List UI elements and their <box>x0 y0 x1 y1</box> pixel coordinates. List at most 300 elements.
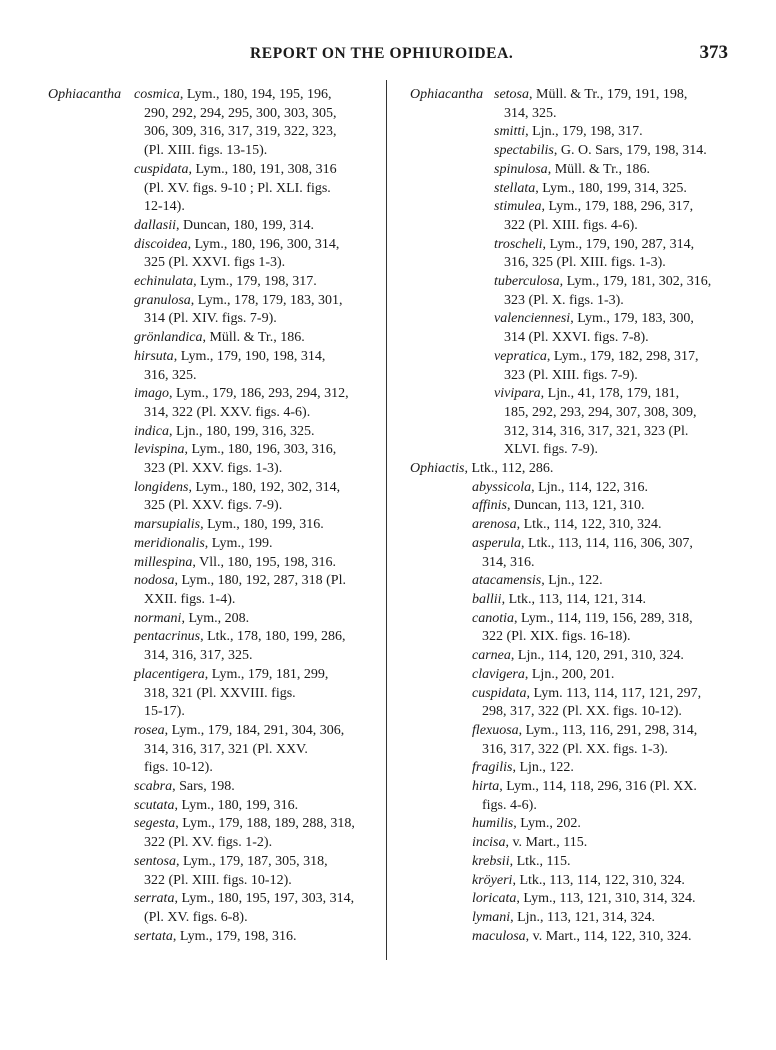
entry-citation: , Lym., 179, 190, 198, 314, <box>173 348 326 364</box>
entry-continuation-line <box>410 554 728 573</box>
entry-first-line <box>410 572 728 591</box>
entry-first-line <box>410 310 728 329</box>
index-entry <box>410 142 728 161</box>
species-name: troscheli <box>494 236 543 252</box>
entry-continuation-line <box>410 797 728 816</box>
species-name: cuspidata <box>472 685 527 701</box>
entry-citation: , Ljn., 114, 120, 291, 310, 324. <box>510 648 684 664</box>
entry-continuation-line <box>410 105 728 124</box>
entry-continuation-line <box>48 404 370 423</box>
entry-citation: , Lym., 180, 194, 195, 196, <box>179 87 332 102</box>
entry-continuation-line <box>48 180 370 199</box>
entry-continuation-line <box>48 872 370 891</box>
species-name: krebsii <box>472 853 510 869</box>
species-name: abyssicola <box>472 479 532 495</box>
species-name: marsupialis <box>134 517 201 533</box>
species-name: incisa <box>472 835 506 851</box>
index-entry <box>48 292 370 329</box>
species-name: lymani <box>472 909 511 925</box>
entry-citation: , Lym., 179, 198, 317. <box>193 274 317 290</box>
species-name: stimulea <box>494 199 542 215</box>
entry-first-line <box>48 610 370 629</box>
entry-citation: , Ltk., 113, 114, 122, 310, 324. <box>512 872 685 888</box>
species-name: stellata <box>494 180 536 196</box>
species-name: setosa <box>494 87 529 102</box>
species-name: sertata <box>134 928 173 944</box>
species-name: millespina <box>134 554 193 570</box>
species-name: tuberculosa <box>494 274 560 290</box>
index-entry <box>410 348 728 385</box>
entry-first-line <box>48 423 370 442</box>
entry-first-line <box>48 554 370 573</box>
entry-first-line <box>410 722 728 741</box>
entry-citation: , Ltk., 113, 114, 121, 314. <box>501 591 646 607</box>
entry-citation: , Lym., 199. <box>204 535 273 551</box>
species-name: clavigera <box>472 666 525 682</box>
index-entry <box>410 86 728 123</box>
species-name: cuspidata <box>134 161 189 177</box>
entry-citation: , Ljn., 180, 199, 316, 325. <box>169 423 315 439</box>
species-name: nodosa <box>134 573 175 589</box>
entry-citation: , Lym., 208. <box>181 610 250 626</box>
species-name: hirsuta <box>134 348 174 364</box>
entry-citation: 325 (Pl. XXVI. figs 1-3). <box>144 255 286 271</box>
species-name: canotia <box>472 610 514 626</box>
entry-first-line <box>48 628 370 647</box>
entry-citation: , Ljn., 122. <box>512 760 574 776</box>
entry-citation: 316, 325 (Pl. XIII. figs. 1-3). <box>504 255 666 271</box>
entry-citation: 323 (Pl. XIII. figs. 7-9). <box>504 367 638 383</box>
entry-continuation-line <box>48 759 370 778</box>
entry-first-line <box>48 890 370 909</box>
index-entry <box>410 909 728 928</box>
entry-first-line <box>48 236 370 255</box>
index-entry <box>410 666 728 685</box>
entry-continuation-line <box>410 628 728 647</box>
species-name: hirta <box>472 779 500 795</box>
entry-citation: , Lym., 179, 184, 291, 304, 306, <box>164 722 345 738</box>
index-entry <box>48 385 370 422</box>
entry-first-line <box>410 348 728 367</box>
entry-citation: , Sars, 198. <box>172 779 235 795</box>
entry-continuation-line <box>410 254 728 273</box>
entry-continuation-line <box>410 217 728 236</box>
index-entry <box>410 236 728 273</box>
column-divider <box>386 80 387 960</box>
entry-first-line <box>410 385 728 404</box>
species-name: placentigera <box>134 666 205 682</box>
entry-citation: , Lym., 179, 181, 302, 316, <box>559 274 712 290</box>
species-name: humilis <box>472 816 514 832</box>
entry-continuation-line <box>48 310 370 329</box>
entry-first-line <box>410 198 728 217</box>
page-number: 373 <box>699 42 728 63</box>
index-entry <box>48 348 370 385</box>
species-name: scutata <box>134 797 175 813</box>
entry-continuation-line <box>410 367 728 386</box>
index-entry <box>48 722 370 778</box>
species-name: discoidea <box>134 236 188 252</box>
index-entry <box>48 890 370 927</box>
entry-citation: , Lym., 178, 179, 183, 301, <box>190 292 343 308</box>
index-entry <box>410 161 728 180</box>
entry-first-line <box>410 516 728 535</box>
entry-continuation-line <box>48 367 370 386</box>
entry-continuation-line <box>410 441 728 460</box>
entry-continuation-line <box>410 329 728 348</box>
entry-citation: , Lym., 179, 182, 298, 317, <box>546 348 699 364</box>
entry-citation: (Pl. XV. figs. 9-10 ; Pl. XLI. figs. <box>144 180 331 196</box>
entry-citation: figs. 4-6). <box>482 797 537 813</box>
entry-citation: , Müll. & Tr., 179, 191, 198, <box>529 87 688 102</box>
entry-first-line <box>410 535 728 554</box>
entry-first-line <box>410 778 728 797</box>
species-name: smitti <box>494 124 526 140</box>
species-name: loricata <box>472 891 517 907</box>
entry-citation: 314, 325. <box>504 105 557 121</box>
index-entry <box>48 797 370 816</box>
index-entry <box>410 123 728 142</box>
entry-citation: (Pl. XIII. figs. 13-15). <box>144 143 268 159</box>
entry-continuation-line <box>48 685 370 704</box>
entry-citation: , Lym., 180, 195, 197, 303, 314, <box>174 891 355 907</box>
species-name: spectabilis <box>494 143 554 159</box>
entry-citation: , Lym., 179, 198, 316. <box>172 928 297 944</box>
entry-first-line <box>410 610 728 629</box>
index-entry <box>410 834 728 853</box>
entry-first-line <box>48 535 370 554</box>
entry-citation: , Lym., 179, 187, 305, 318, <box>176 853 328 869</box>
index-entry <box>48 161 370 217</box>
species-name: sentosa <box>134 853 176 869</box>
entry-first-line <box>410 834 728 853</box>
entry-citation: , Lym., 180, 199, 316. <box>174 797 299 813</box>
entry-citation: 316, 317, 322 (Pl. XX. figs. 1-3). <box>482 741 668 757</box>
species-name: granulosa <box>134 292 191 308</box>
entry-first-line <box>410 497 728 516</box>
species-name: levispina <box>134 442 185 458</box>
entry-first-line <box>48 273 370 292</box>
entry-first-line <box>410 853 728 872</box>
index-entry <box>410 497 728 516</box>
entry-citation: 323 (Pl. X. figs. 1-3). <box>504 292 624 308</box>
species-name: carnea <box>472 648 511 664</box>
index-entry <box>48 236 370 273</box>
entry-citation: , Müll. & Tr., 186. <box>202 330 305 346</box>
page-header <box>0 42 776 67</box>
entry-first-line <box>410 759 728 778</box>
index-entry <box>48 516 370 535</box>
species-name: valenciennesi <box>494 311 571 327</box>
entry-citation: 314, 322 (Pl. XXV. figs. 4-6). <box>144 404 311 420</box>
index-entry <box>410 180 728 199</box>
entry-first-line <box>410 142 728 161</box>
species-name: pentacrinus <box>134 629 201 645</box>
entry-first-line <box>48 928 370 947</box>
entry-citation: XXII. figs. 1-4). <box>144 591 236 607</box>
species-name: atacamensis <box>472 573 542 589</box>
entry-citation: , Ljn., 113, 121, 314, 324. <box>510 909 656 925</box>
entry-citation: , Lym., 180, 196, 300, 314, <box>187 236 340 252</box>
index-entry <box>410 610 728 647</box>
entry-citation: , Lym., 180, 199, 316. <box>200 517 324 533</box>
species-name: vivipara <box>494 386 541 402</box>
entry-continuation-line <box>48 909 370 928</box>
entry-first-line <box>410 647 728 666</box>
index-entry <box>410 591 728 610</box>
entry-first-line <box>48 815 370 834</box>
genus-name: Ophiacantha <box>410 87 484 102</box>
entry-continuation-line <box>48 647 370 666</box>
genus-name: Ophiactis <box>410 461 465 477</box>
index-entry <box>410 385 728 460</box>
index-entry <box>410 853 728 872</box>
index-entry <box>48 554 370 573</box>
species-name: longidens <box>134 479 189 495</box>
entry-first-line <box>48 797 370 816</box>
entry-citation: , Ljn., 200, 201. <box>524 666 615 682</box>
species-name: echinulata <box>134 274 194 290</box>
index-entry <box>48 853 370 890</box>
entry-citation: , Duncan, 113, 121, 310. <box>507 498 645 514</box>
entry-first-line <box>410 666 728 685</box>
index-entry <box>410 647 728 666</box>
entry-first-line <box>48 479 370 498</box>
species-name: imago <box>134 386 169 402</box>
index-entry <box>410 273 728 310</box>
entry-continuation-line <box>48 497 370 516</box>
species-name: segesta <box>134 816 176 832</box>
species-name: affinis <box>472 498 508 514</box>
entry-citation: , Lym., 179, 183, 300, <box>570 311 694 327</box>
entry-citation: , Duncan, 180, 199, 314. <box>176 217 315 233</box>
index-entry <box>48 610 370 629</box>
entry-citation: 312, 314, 316, 317, 321, 323 (Pl. <box>504 423 689 439</box>
index-entry <box>410 759 728 778</box>
index-entry <box>48 441 370 478</box>
entry-citation: , Lym., 202. <box>513 816 581 832</box>
entry-citation: 316, 325. <box>144 367 197 383</box>
index-entry <box>48 572 370 609</box>
entry-citation: 322 (Pl. XIII. figs. 10-12). <box>144 872 292 888</box>
entry-continuation-line <box>48 198 370 217</box>
index-entry <box>48 928 370 947</box>
entry-citation: , Lym., 113, 121, 310, 314, 324. <box>516 891 696 907</box>
entry-citation: 325 (Pl. XXV. figs. 7-9). <box>144 498 283 514</box>
entry-first-line <box>48 348 370 367</box>
entry-continuation-line <box>48 834 370 853</box>
entry-citation: , G. O. Sars, 179, 198, 314. <box>553 143 707 159</box>
entry-citation: , Ljn., 114, 122, 316. <box>531 479 649 495</box>
entry-first-line <box>410 161 728 180</box>
entry-continuation-line <box>410 423 728 442</box>
index-entry <box>410 572 728 591</box>
index-entry <box>48 423 370 442</box>
entry-first-line <box>48 516 370 535</box>
index-entry <box>410 928 728 947</box>
species-name: normani <box>134 610 182 626</box>
entry-citation: , Lym., 179, 190, 287, 314, <box>542 236 695 252</box>
index-entry <box>48 815 370 852</box>
index-entry <box>410 535 728 572</box>
entry-continuation-line <box>48 741 370 760</box>
entry-citation: 314, 316, 317, 321 (Pl. XXV. <box>144 741 308 757</box>
index-entry <box>48 217 370 236</box>
left-column <box>48 86 370 946</box>
entry-citation: 322 (Pl. XIX. figs. 16-18). <box>482 629 631 645</box>
entry-first-line <box>48 572 370 591</box>
entry-citation: 12-14). <box>144 199 185 215</box>
species-name: flexuosa <box>472 722 519 738</box>
index-entry <box>410 516 728 535</box>
entry-citation: , Lym., 180, 199, 314, 325. <box>535 180 687 196</box>
species-name: asperula <box>472 535 521 551</box>
entry-first-line <box>410 909 728 928</box>
entry-first-line <box>410 236 728 255</box>
entry-first-line <box>48 161 370 180</box>
entry-citation: , Ltk., 112, 286. <box>464 461 554 477</box>
index-entry <box>410 310 728 347</box>
species-name: scabra <box>134 779 173 795</box>
entry-citation: figs. 10-12). <box>144 760 213 776</box>
species-name: indica <box>134 423 169 439</box>
index-entry <box>410 890 728 909</box>
species-name: spinulosa <box>494 161 548 177</box>
species-name: arenosa <box>472 517 517 533</box>
entry-citation: , Lym., 180, 196, 303, 316, <box>184 442 337 458</box>
entry-citation: , Lym., 114, 118, 296, 316 (Pl. XX. <box>499 779 697 795</box>
entry-citation: , Ljn., 41, 178, 179, 181, <box>540 386 680 402</box>
entry-citation: 290, 292, 294, 295, 300, 303, 305, <box>144 105 337 121</box>
entry-citation: , Ljn., 179, 198, 317. <box>525 124 643 140</box>
index-entry <box>48 535 370 554</box>
entry-citation: , Ltk., 113, 114, 116, 306, 307, <box>521 535 693 551</box>
index-entry <box>410 872 728 891</box>
entry-citation: , Lym. 113, 114, 117, 121, 297, <box>526 685 702 701</box>
entry-continuation-line <box>48 703 370 722</box>
right-column <box>410 86 728 946</box>
species-name: kröyeri <box>472 872 513 888</box>
entry-first-line <box>410 872 728 891</box>
entry-citation: , Lym., 180, 192, 302, 314, <box>188 479 341 495</box>
entry-citation: 314, 316. <box>482 554 535 570</box>
index-entry <box>48 778 370 797</box>
entry-continuation-line <box>410 703 728 722</box>
entry-citation: , Lym., 180, 192, 287, 318 (Pl. <box>174 573 346 589</box>
entry-citation: , Ltk., 115. <box>509 853 571 869</box>
entry-first-line <box>410 180 728 199</box>
entry-citation: , Lym., 114, 119, 156, 289, 318, <box>514 610 693 626</box>
entry-first-line <box>410 591 728 610</box>
entry-first-line <box>410 890 728 909</box>
species-name: meridionalis <box>134 535 205 551</box>
entry-first-line <box>410 815 728 834</box>
index-entry <box>48 329 370 348</box>
entry-citation: (Pl. XV. figs. 6-8). <box>144 909 248 925</box>
genus-entry <box>410 460 728 479</box>
entry-continuation-line <box>48 460 370 479</box>
species-name: serrata <box>134 891 175 907</box>
entry-citation: , Lym., 179, 188, 189, 288, 318, <box>175 816 355 832</box>
species-name: maculosa <box>472 928 526 944</box>
entry-continuation-line <box>410 404 728 423</box>
index-entry <box>410 722 728 759</box>
entry-first-line <box>48 86 370 105</box>
entry-citation: 318, 321 (Pl. XXVIII. figs. <box>144 685 296 701</box>
species-name: grönlandica <box>134 330 203 346</box>
entry-continuation-line <box>48 123 370 142</box>
entry-first-line <box>48 441 370 460</box>
entry-citation: , Lym., 180, 191, 308, 316 <box>188 161 337 177</box>
entry-first-line <box>48 292 370 311</box>
species-name: cosmica <box>134 87 180 102</box>
index-entry <box>48 86 370 161</box>
index-entry <box>48 273 370 292</box>
entry-first-line <box>48 853 370 872</box>
entry-first-line <box>48 666 370 685</box>
entry-citation: , Lym., 113, 116, 291, 298, 314, <box>518 722 698 738</box>
entry-first-line <box>410 928 728 947</box>
running-title: REPORT ON THE OPHIUROIDEA. <box>250 45 514 62</box>
species-name: rosea <box>134 722 165 738</box>
index-entry <box>410 479 728 498</box>
entry-citation: , Ltk., 114, 122, 310, 324. <box>516 517 662 533</box>
genus-line <box>410 460 728 479</box>
entry-continuation-line <box>410 292 728 311</box>
index-entry <box>410 815 728 834</box>
entry-first-line <box>48 329 370 348</box>
entry-citation: , Ltk., 178, 180, 199, 286, <box>200 629 346 645</box>
entry-citation: 323 (Pl. XXV. figs. 1-3). <box>144 461 283 477</box>
entry-citation: , Lym., 179, 188, 296, 317, <box>541 199 694 215</box>
entry-citation: , Ljn., 122. <box>541 573 603 589</box>
index-entry <box>410 685 728 722</box>
index-entry <box>48 666 370 722</box>
entry-first-line <box>48 385 370 404</box>
genus-name: Ophiacantha <box>48 87 122 102</box>
entry-citation: , Vll., 180, 195, 198, 316. <box>192 554 336 570</box>
entry-citation: 306, 309, 316, 317, 319, 322, 323, <box>144 124 337 140</box>
index-entry <box>48 628 370 665</box>
entry-citation: 15-17). <box>144 704 185 720</box>
entry-citation: , Müll. & Tr., 186. <box>547 161 651 177</box>
entry-first-line <box>48 217 370 236</box>
entry-first-line <box>410 685 728 704</box>
entry-citation: 314, 316, 317, 325. <box>144 648 253 664</box>
entry-first-line <box>410 123 728 142</box>
index-entry <box>410 198 728 235</box>
species-name: ballii <box>472 591 502 607</box>
entry-citation: , Lym., 179, 181, 299, <box>204 666 329 682</box>
entry-first-line <box>48 778 370 797</box>
index-entry <box>48 479 370 516</box>
entry-citation: XLVI. figs. 7-9). <box>504 442 598 458</box>
species-name: vepratica <box>494 348 547 364</box>
entry-citation: , v. Mart., 114, 122, 310, 324. <box>525 928 692 944</box>
entry-citation: , v. Mart., 115. <box>505 835 588 851</box>
entry-citation: 322 (Pl. XIII. figs. 4-6). <box>504 217 638 233</box>
species-name: dallasii <box>134 217 177 233</box>
entry-citation: 298, 317, 322 (Pl. XX. figs. 10-12). <box>482 704 682 720</box>
entry-continuation-line <box>48 105 370 124</box>
species-name: fragilis <box>472 760 513 776</box>
entry-first-line <box>410 86 728 105</box>
entry-first-line <box>410 273 728 292</box>
entry-citation: 322 (Pl. XV. figs. 1-2). <box>144 835 273 851</box>
entry-first-line <box>48 722 370 741</box>
entry-continuation-line <box>48 591 370 610</box>
entry-continuation-line <box>410 741 728 760</box>
